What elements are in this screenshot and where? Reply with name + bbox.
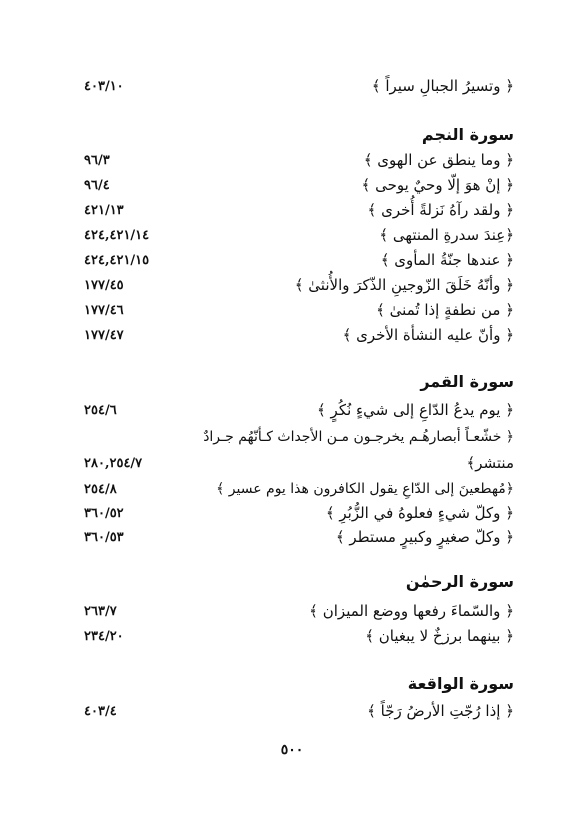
verse-text: ﴿ وتسيرُ الجبالِ سيراً ﴾ bbox=[371, 77, 514, 95]
verse-reference: ٢٨٠,٢٥٤/٧ bbox=[84, 455, 143, 471]
verse-text: ﴿ والسّماءَ رفعها ووضع الميزان ﴾ bbox=[309, 602, 514, 620]
verse-text: ﴿ ولقد رآهُ نَزلةً أُخرى ﴾ bbox=[367, 201, 514, 219]
verse-text: ﴿ من نطفةٍ إذا تُمنىٰ ﴾ bbox=[376, 301, 514, 319]
verse-reference: ٢٥٤/٦ bbox=[84, 402, 117, 418]
verse-reference: ٤٢١/١٣ bbox=[84, 202, 124, 218]
verse-reference: ٩٦/٣ bbox=[84, 152, 110, 168]
verse-entry bbox=[84, 397, 514, 423]
verse-reference: ٣٦٠/٥٢ bbox=[84, 505, 124, 521]
verse-reference: ٢٦٣/٧ bbox=[84, 603, 117, 619]
verse-reference: ٤٠٣/٤ bbox=[84, 703, 117, 719]
verse-text: ﴿ وكلّ شيءٍ فعلوهُ في الزُّبُرِ ﴾ bbox=[325, 504, 514, 522]
verse-text: ﴿ إذا رُجّتِ الأرضُ رَجّاً ﴾ bbox=[367, 702, 514, 720]
verse-entry bbox=[84, 698, 514, 724]
verse-text: ﴿ بينهما برزخٌ لا يبغيان ﴾ bbox=[365, 627, 514, 645]
surah-heading-rahman: سورة الرحمٰن bbox=[405, 572, 514, 591]
verse-entry bbox=[84, 172, 514, 198]
verse-entry bbox=[84, 623, 514, 649]
verse-text: ﴿ خشّعـاً أبصارهُـم يخرجـون مـن الأجداث كـأنّهُم جـرادٌ bbox=[203, 429, 514, 445]
verse-reference: ٩٦/٤ bbox=[84, 177, 110, 193]
verse-reference: ٢٥٤/٨ bbox=[84, 481, 117, 497]
verse-entry bbox=[84, 598, 514, 624]
verse-entry bbox=[84, 424, 514, 450]
verse-text: ﴿ عندها جنّةُ المأوى ﴾ bbox=[380, 251, 514, 269]
verse-text: ﴿مُهطعينَ إلى الدّاعِ يقول الكافرون هذا يوم عسير ﴾ bbox=[216, 481, 514, 497]
verse-entry bbox=[84, 73, 514, 99]
verse-reference: ١٧٧/٤٦ bbox=[84, 302, 124, 318]
verse-entry bbox=[84, 222, 514, 248]
surah-heading-qamar: سورة القمر bbox=[420, 372, 514, 391]
surah-heading-najm: سورة النجم bbox=[421, 125, 514, 144]
verse-entry bbox=[84, 247, 514, 273]
verse-reference: ٤٢٤,٤٢١/١٤ bbox=[84, 227, 150, 243]
verse-entry bbox=[84, 147, 514, 173]
verse-text: ﴿ وأنّ عليه النشأة الأخرى ﴾ bbox=[342, 326, 514, 344]
verse-reference: ٤٠٣/١٠ bbox=[84, 78, 124, 94]
verse-entry bbox=[84, 500, 514, 526]
page-number: ٥٠٠ bbox=[280, 742, 304, 758]
verse-text: منتشر﴾ bbox=[466, 454, 514, 472]
verse-reference: ١٧٧/٤٥ bbox=[84, 277, 124, 293]
verse-entry bbox=[84, 322, 514, 348]
verse-text: ﴿ إنْ هوَ إلّا وحيٌ يوحى ﴾ bbox=[361, 176, 514, 194]
verse-text: ﴿ وما ينطق عن الهوى ﴾ bbox=[363, 151, 514, 169]
surah-heading-waqia: سورة الواقعة bbox=[407, 674, 514, 693]
verse-text: ﴿عِندَ سدرةِ المنتهى ﴾ bbox=[379, 226, 514, 244]
verse-entry bbox=[84, 476, 514, 502]
verse-entry bbox=[84, 272, 514, 298]
verse-entry bbox=[84, 197, 514, 223]
verse-entry bbox=[84, 450, 514, 476]
verse-text: ﴿ وأنّهُ خَلَقَ الزّوجينِ الذّكرَ والأُنثىٰ ﴾ bbox=[294, 276, 514, 294]
verse-reference: ٤٢٤,٤٢١/١٥ bbox=[84, 252, 150, 268]
verse-reference: ١٧٧/٤٧ bbox=[84, 327, 124, 343]
verse-entry bbox=[84, 524, 514, 550]
verse-text: ﴿ يوم يدعُ الدّاعِ إلى شيءٍ نُكُرٍ ﴾ bbox=[317, 401, 514, 419]
verse-entry bbox=[84, 297, 514, 323]
verse-reference: ٣٦٠/٥٣ bbox=[84, 529, 124, 545]
verse-text: ﴿ وكلّ صغيرٍ وكبيرٍ مستطر ﴾ bbox=[335, 528, 514, 546]
verse-reference: ٢٣٤/٢٠ bbox=[84, 628, 124, 644]
